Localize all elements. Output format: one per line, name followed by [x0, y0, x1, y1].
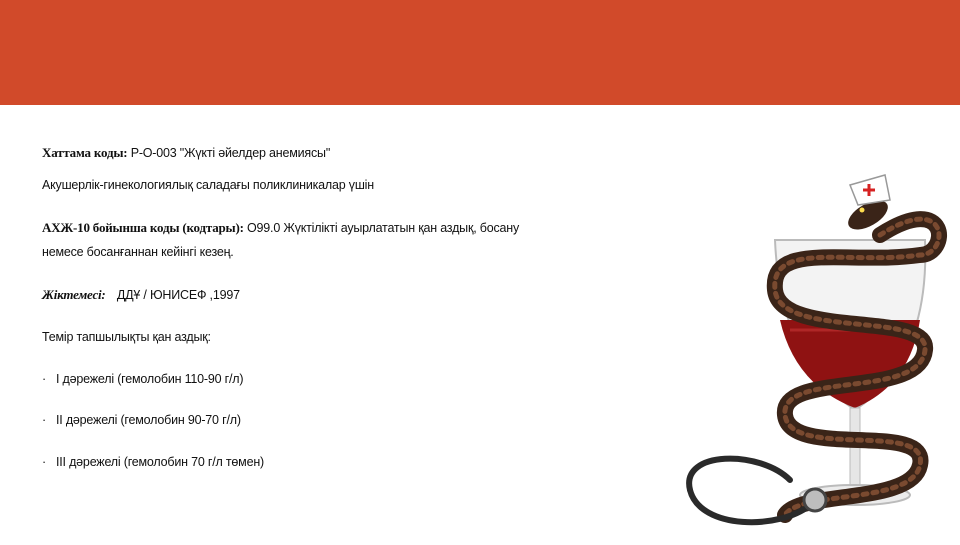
classification-line: [42, 287, 240, 303]
iron-deficiency-title: Темір тапшылықты қан аздық:: [42, 330, 211, 344]
icd-value-line1: О99.0 Жүктілікті ауырлататын қан аздық, босану: [247, 221, 520, 235]
protocol-code-line: [42, 145, 330, 161]
protocol-code-label: Хаттама коды:: [42, 145, 128, 160]
icd-label: АХЖ-10 бойынша коды (кодтары):: [42, 220, 244, 235]
bullet: ·: [42, 413, 46, 427]
bullet: ·: [42, 455, 46, 469]
protocol-scope: Акушерлік-гинекологиялық саладағы поликлиникалар үшін: [42, 178, 374, 192]
classification-value: ДДҰ / ЮНИСЕФ ,1997: [116, 288, 240, 302]
bullet: ·: [42, 372, 46, 386]
grade-item: [42, 455, 264, 469]
protocol-code-value: Р-О-003 "Жүкті әйелдер анемиясы": [130, 146, 331, 160]
icd-line: [42, 220, 519, 236]
header-band: [0, 0, 960, 105]
grade-item: [42, 413, 241, 427]
icd-value-line2: немесе босанғаннан кейінгі кезең.: [42, 245, 234, 259]
grade-text: III дәрежелі (гемолобин 70 г/л төмен): [56, 455, 264, 469]
classification-label: Жіктемесі:: [42, 287, 106, 302]
grade-text: I дәрежелі (гемолобин 110-90 г/л): [56, 372, 244, 386]
grade-text: II дәрежелі (гемолобин 90-70 г/л): [56, 413, 241, 427]
grade-item: [42, 372, 243, 386]
snake-wine-glass-stethoscope-icon: [680, 160, 960, 540]
